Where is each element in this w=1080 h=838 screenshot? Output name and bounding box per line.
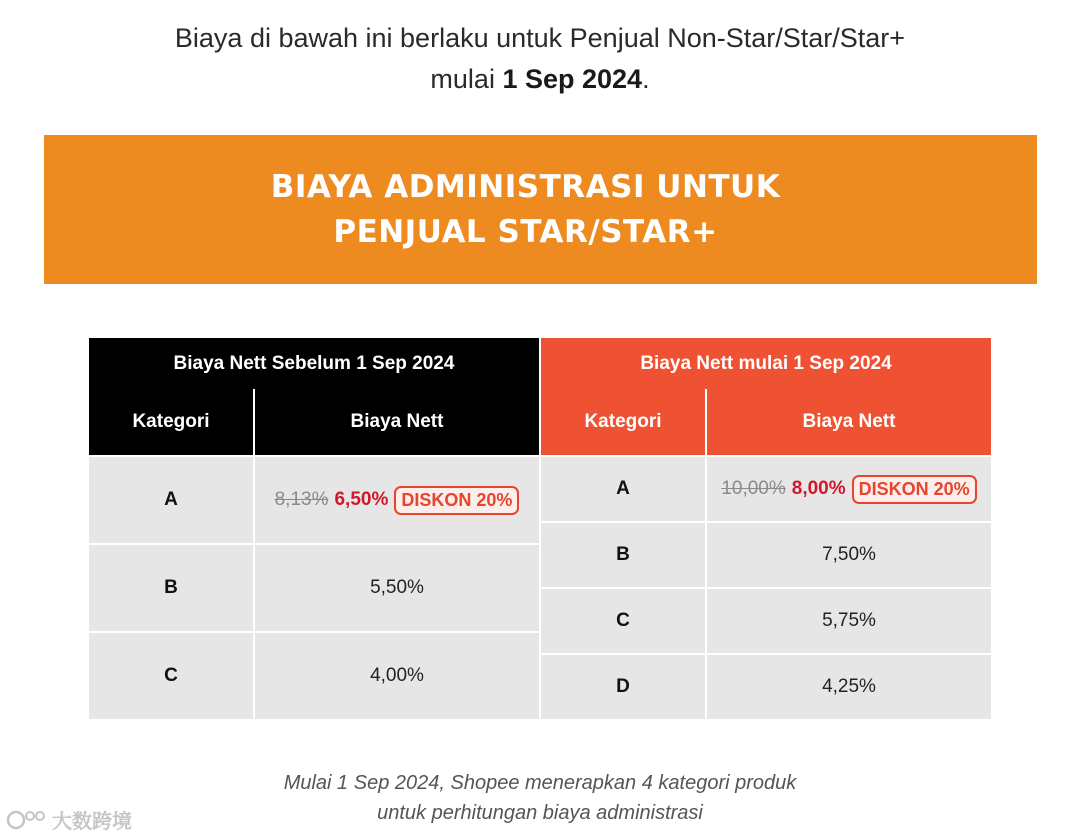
banner-title-line-2: PENJUAL STAR/STAR+ [333, 213, 718, 250]
after-table-title: Biaya Nett mulai 1 Sep 2024 [541, 338, 991, 389]
fee-cell: 5,75% [822, 610, 876, 631]
banner-title [271, 165, 780, 255]
fee-cell [255, 457, 539, 543]
category-cell: B [541, 523, 707, 587]
after-col-category-header: Kategori [541, 389, 707, 455]
table-row [89, 631, 539, 719]
category-cell: A [89, 457, 255, 543]
table-row [541, 455, 991, 521]
new-fee: 8,00% [791, 478, 846, 499]
after-table-header-row [541, 389, 991, 455]
intro-line-2-suffix: . [642, 64, 650, 94]
watermark [6, 805, 132, 834]
fee-cell: 5,50% [370, 577, 424, 598]
category-cell: C [541, 589, 707, 653]
category-cell: A [541, 457, 707, 521]
table-row [541, 521, 991, 587]
category-cell: B [89, 545, 255, 631]
table-row [89, 455, 539, 543]
old-fee: 8,13% [274, 489, 329, 510]
table-row [89, 543, 539, 631]
banner-title-line-1: BIAYA ADMINISTRASI UNTUK [270, 168, 781, 205]
before-col-category-header: Kategori [89, 389, 255, 455]
effective-date: 1 Sep 2024 [502, 64, 643, 94]
fee-cell: 4,25% [822, 676, 876, 697]
fee-cell: 4,00% [370, 665, 424, 686]
admin-fee-banner [44, 135, 1037, 284]
after-col-fee-header: Biaya Nett [802, 411, 896, 432]
discount-badge: DISKON 20% [852, 475, 977, 504]
before-table-title: Biaya Nett Sebelum 1 Sep 2024 [89, 338, 539, 389]
intro-line-1: Biaya di bawah ini berlaku untuk Penjual Non-Star/Star/Star+ [174, 23, 906, 53]
intro-line-2 [0, 59, 1080, 100]
table-row [541, 587, 991, 653]
intro-line-2-prefix: mulai [430, 64, 503, 94]
table-row [541, 653, 991, 719]
before-table-header-row [89, 389, 539, 455]
fee-table-before [89, 338, 539, 719]
intro-text [0, 18, 1080, 100]
fee-comparison-table [89, 338, 991, 719]
fee-cell: 7,50% [822, 544, 876, 565]
fee-table-after [541, 338, 991, 719]
before-col-fee-header: Biaya Nett [350, 411, 444, 432]
caption-line-2: untuk perhitungan biaya administrasi [377, 802, 703, 824]
caption-line-1: Mulai 1 Sep 2024, Shopee menerapkan 4 kategori produk [283, 772, 797, 794]
watermark-logo-icon [6, 808, 48, 832]
category-cell: C [89, 633, 255, 719]
new-fee: 6,50% [334, 489, 389, 510]
fee-cell [707, 457, 991, 521]
discount-badge: DISKON 20% [394, 486, 519, 515]
watermark-text: 大数跨境 [52, 811, 132, 833]
old-fee: 10,00% [721, 478, 786, 499]
category-cell: D [541, 655, 707, 719]
caption [0, 768, 1080, 828]
